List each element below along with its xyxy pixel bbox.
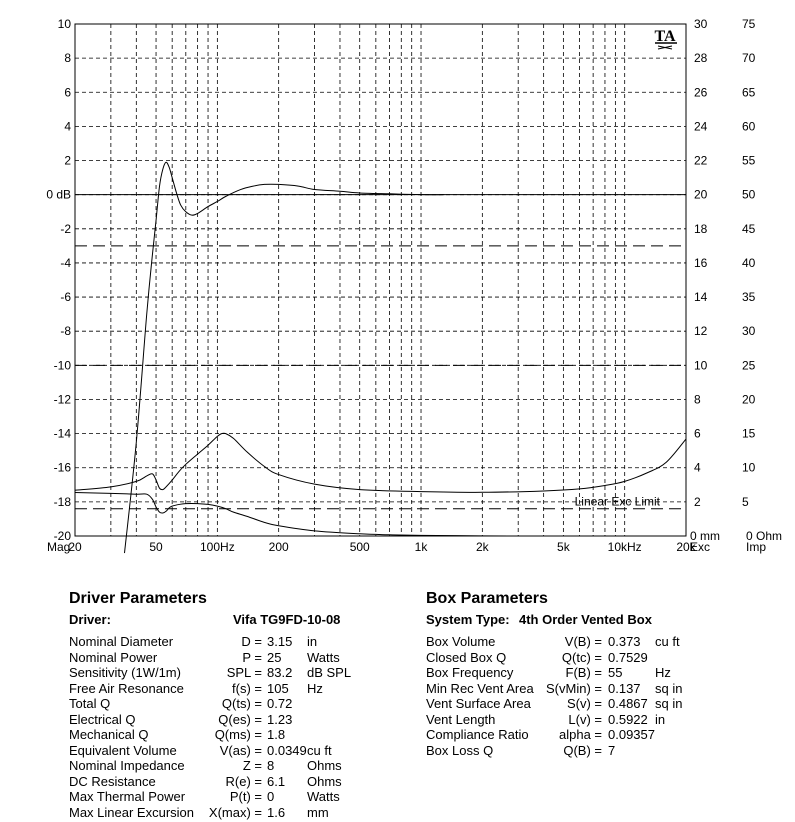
- param-value: 3.15: [267, 634, 293, 649]
- imp-tick-label: 75: [742, 17, 756, 31]
- param-value: 0: [267, 789, 275, 804]
- param-value: 1.8: [267, 727, 286, 742]
- left-tick-label: -10: [53, 358, 71, 373]
- param-value: 83.2: [267, 665, 293, 680]
- param-row: [69, 634, 409, 650]
- param-unit: Ohms: [307, 758, 342, 773]
- imp-tick-label: 10: [742, 460, 756, 475]
- param-label: Box Loss Q: [426, 742, 494, 758]
- param-unit: sq in: [655, 696, 683, 711]
- param-value: 0.09357: [608, 727, 655, 742]
- param-row: [426, 743, 766, 759]
- left-tick-label: -20: [53, 529, 71, 543]
- param-unit: Hz: [307, 680, 323, 696]
- exc-tick-label: 16: [694, 255, 708, 270]
- driver-header-value: Vifa TG9FD-10-08: [233, 612, 341, 627]
- exc-tick-label: 2: [694, 494, 701, 509]
- param-row: [69, 665, 409, 681]
- param-symbol: P(t) =: [229, 789, 262, 804]
- param-label: Nominal Power: [69, 649, 158, 665]
- exc-tick-label: 26: [694, 85, 708, 100]
- left-tick-label: 2: [64, 153, 71, 168]
- left-tick-label: -2: [60, 221, 71, 236]
- ta-logo-text: TA: [654, 28, 676, 45]
- param-symbol: D =: [241, 634, 262, 649]
- imp-tick-label: 30: [742, 324, 756, 339]
- imp-tick-label: 40: [742, 255, 756, 270]
- imp-tick-label: 65: [742, 85, 756, 100]
- ta-logo: [654, 28, 677, 49]
- param-label: Electrical Q: [69, 711, 136, 727]
- param-label: Nominal Impedance: [69, 758, 185, 773]
- box-header-row: [426, 612, 726, 628]
- left-tick-label: -12: [53, 392, 71, 407]
- grid-lines: [75, 24, 686, 536]
- param-value: 105: [267, 680, 289, 696]
- param-row: [426, 681, 766, 697]
- reference-line-label: Linear Exc Limit: [574, 494, 660, 509]
- param-label: Mechanical Q: [69, 727, 149, 742]
- param-row: [69, 681, 409, 697]
- exc-tick-label: 12: [694, 324, 708, 339]
- left-axis-label: Mag: [47, 540, 71, 554]
- x-tick-label: 20: [68, 540, 82, 554]
- param-label: Vent Length: [426, 711, 496, 727]
- curve-exc: [75, 492, 563, 536]
- param-symbol: Q(ms) =: [214, 727, 262, 742]
- param-row: [426, 712, 766, 728]
- left-tick-label: -6: [60, 290, 71, 305]
- imp-tick-label: 70: [742, 51, 756, 66]
- imp-tick-label: 35: [742, 290, 756, 305]
- param-label: Nominal Diameter: [69, 634, 174, 649]
- param-row: [69, 696, 409, 712]
- param-unit: dB SPL: [307, 665, 352, 680]
- exc-tick-label: 4: [694, 460, 701, 475]
- param-symbol: V(as) =: [219, 742, 262, 758]
- param-label: Equivalent Volume: [69, 742, 177, 758]
- param-symbol: Z =: [242, 758, 262, 773]
- left-tick-label: 8: [64, 51, 71, 66]
- param-label: Max Linear Excursion: [69, 804, 194, 820]
- param-value: 0.72: [267, 696, 293, 711]
- x-tick-label: 10kHz: [607, 540, 642, 554]
- param-unit: cu ft: [655, 634, 680, 649]
- ta-logo-mark: [658, 46, 672, 49]
- driver-header-row: [69, 612, 369, 628]
- param-symbol: F(B) =: [565, 665, 602, 680]
- param-row: [426, 650, 766, 666]
- param-value: 55: [608, 665, 623, 680]
- param-value: 25: [267, 649, 282, 665]
- param-row: [69, 650, 409, 666]
- param-value: 7: [608, 742, 616, 758]
- param-symbol: Q(es) =: [218, 711, 262, 727]
- left-tick-label: -4: [60, 255, 71, 270]
- exc-zero-label: 0 mm: [690, 529, 720, 543]
- imp-axis-label: Imp: [746, 540, 767, 554]
- param-label: Total Q: [69, 696, 111, 711]
- imp-tick-label: 20: [742, 392, 756, 407]
- param-row: [69, 712, 409, 728]
- x-tick-label: 500: [349, 540, 370, 554]
- param-row: [69, 727, 409, 743]
- exc-tick-label: 14: [694, 290, 708, 305]
- param-label: Min Rec Vent Area: [426, 680, 534, 696]
- param-unit: in: [655, 711, 666, 727]
- x-tick-label: 100Hz: [200, 540, 235, 554]
- param-symbol: SPL =: [226, 665, 262, 680]
- imp-tick-label: 5: [742, 494, 749, 509]
- x-tick-label: 200: [268, 540, 289, 554]
- left-tick-label: -18: [53, 494, 71, 509]
- tick-labels: [46, 17, 782, 554]
- left-tick-label: -16: [53, 460, 71, 475]
- driver-header-label: Driver:: [69, 612, 111, 627]
- param-symbol: P =: [242, 649, 262, 665]
- imp-tick-label: 60: [742, 119, 756, 134]
- exc-tick-label: 8: [694, 392, 701, 407]
- left-tick-label: 10: [57, 17, 71, 31]
- param-symbol: f(s) =: [232, 680, 262, 696]
- param-label: Max Thermal Power: [69, 789, 186, 804]
- param-label: Box Frequency: [426, 665, 514, 680]
- exc-tick-label: 10: [694, 358, 708, 373]
- param-unit: Hz: [655, 665, 671, 680]
- imp-tick-label: 50: [742, 187, 756, 202]
- param-row: [69, 774, 409, 790]
- param-row: [426, 665, 766, 681]
- imp-tick-label: 15: [742, 426, 756, 441]
- param-label: Sensitivity (1W/1m): [69, 665, 181, 680]
- param-symbol: Q(ts) =: [221, 696, 262, 711]
- plot-frame: [75, 24, 686, 536]
- param-label: Compliance Ratio: [426, 727, 529, 742]
- param-label: DC Resistance: [69, 773, 156, 789]
- param-unit: in: [307, 634, 318, 649]
- param-unit: mm: [307, 804, 329, 820]
- param-symbol: Q(tc) =: [561, 649, 602, 665]
- box-header-value: 4th Order Vented Box: [519, 612, 652, 627]
- exc-tick-label: 28: [694, 51, 708, 66]
- param-value: 1.23: [267, 711, 293, 727]
- imp-tick-label: 45: [742, 221, 756, 236]
- param-value: 0.7529: [608, 649, 648, 665]
- param-value: 1.6: [267, 804, 286, 820]
- param-symbol: S(v) =: [566, 696, 602, 711]
- param-symbol: L(v) =: [568, 711, 602, 727]
- driver-params-title: Driver Parameters: [69, 590, 207, 607]
- imp-tick-label: 55: [742, 153, 756, 168]
- exc-tick-label: 18: [694, 221, 708, 236]
- param-value: 8: [267, 758, 275, 773]
- left-tick-label: 6: [64, 85, 71, 100]
- exc-tick-label: 20: [694, 187, 708, 202]
- param-symbol: S(vMin) =: [546, 680, 602, 696]
- x-tick-label: 50: [149, 540, 163, 554]
- param-row: [426, 727, 766, 743]
- reference-lines: [75, 195, 686, 509]
- left-tick-label: -14: [53, 426, 71, 441]
- left-tick-label: 4: [64, 119, 71, 134]
- imp-zero-label: 0 Ohm: [746, 529, 783, 543]
- exc-tick-label: 30: [694, 17, 708, 31]
- param-unit: Ohms: [307, 773, 342, 789]
- param-unit: Watts: [307, 789, 340, 804]
- exc-tick-label: 22: [694, 153, 708, 168]
- param-symbol: V(B) =: [564, 634, 602, 649]
- param-symbol: X(max) =: [208, 804, 262, 820]
- param-unit: sq in: [655, 680, 683, 696]
- imp-tick-label: 25: [742, 358, 756, 373]
- param-unit: cu ft: [307, 742, 332, 758]
- param-value: 0.5922: [608, 711, 648, 727]
- box-params-title: Box Parameters: [426, 590, 548, 607]
- param-value: 0.4867: [608, 696, 648, 711]
- param-row: [69, 789, 409, 805]
- exc-axis-label: Exc: [690, 540, 711, 554]
- curve-imp: [75, 433, 686, 492]
- param-label: Vent Surface Area: [426, 696, 531, 711]
- x-tick-label: 20k: [676, 540, 696, 554]
- param-label: Box Volume: [426, 634, 496, 649]
- param-label: Closed Box Q: [426, 649, 507, 665]
- box-header-label: System Type:: [426, 612, 510, 627]
- param-symbol: Q(B) =: [563, 742, 602, 758]
- exc-tick-label: 6: [694, 426, 701, 441]
- param-label: Free Air Resonance: [69, 680, 184, 696]
- param-row: [426, 634, 766, 650]
- param-symbol: R(e) =: [225, 773, 262, 789]
- param-symbol: alpha =: [558, 727, 602, 742]
- param-row: [69, 758, 409, 774]
- x-tick-label: 1k: [414, 540, 428, 554]
- param-value: 0.137: [608, 680, 641, 696]
- x-tick-label: 5k: [557, 540, 570, 554]
- param-row: [426, 696, 766, 712]
- param-value: 0.373: [608, 634, 641, 649]
- left-tick-label: -8: [60, 324, 71, 339]
- param-row: [69, 743, 409, 759]
- left-tick-label: 0 dB: [46, 187, 71, 202]
- x-tick-label: 2k: [475, 540, 489, 554]
- param-row: [69, 805, 409, 821]
- param-value: 0.0349: [267, 742, 307, 758]
- exc-tick-label: 24: [694, 119, 708, 134]
- param-unit: Watts: [307, 649, 340, 665]
- param-value: 6.1: [267, 773, 286, 789]
